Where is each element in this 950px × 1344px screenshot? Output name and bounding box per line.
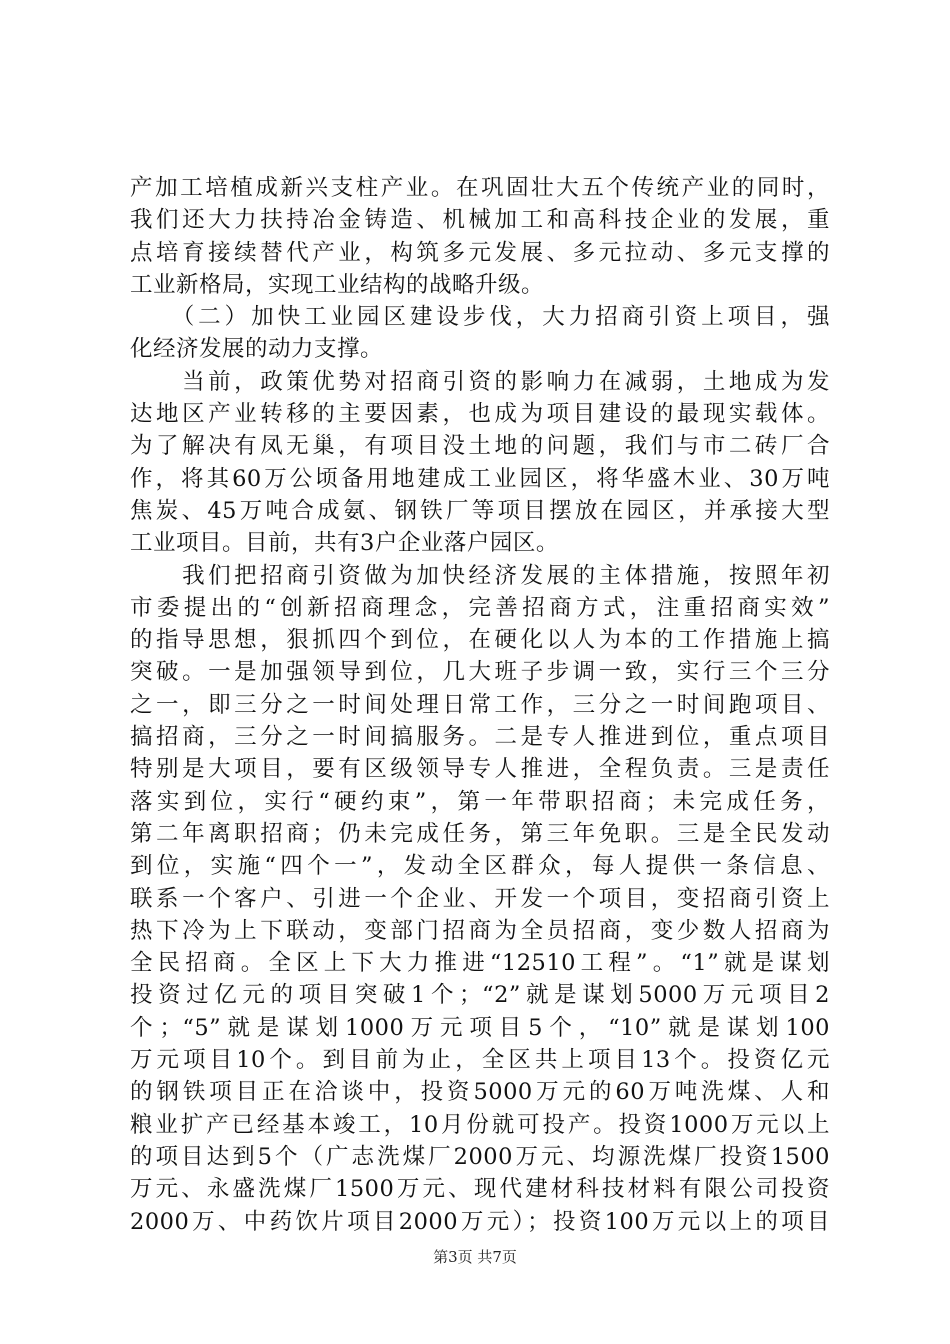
text-line: 工业新格局，实现工业结构的战略升级。 (130, 271, 545, 298)
page-footer: 第3页 共7页 (433, 1248, 517, 1266)
text-line: 粮业扩产已经基本竣工，10月份就可投产。投资1000万元以上 (130, 1111, 830, 1138)
text-line: 化经济发展的动力支撑。 (130, 336, 384, 363)
text-line: 作，将其60万公顷备用地建成工业园区，将华盛木业、30万吨 (130, 465, 830, 492)
text-line: 投资过亿元的项目突破1个；“2”就是谋划5000万元项目2 (130, 982, 830, 1009)
text-line: 万元、永盛洗煤厂1500万元、现代建材科技材料有限公司投资 (130, 1176, 830, 1203)
text-line: 我们还大力扶持冶金铸造、机械加工和高科技企业的发展，重 (130, 207, 830, 234)
text-line: 市委提出的“创新招商理念，完善招商方式，注重招商实效” (130, 594, 830, 621)
text-line: 个；“5”就是谋划1000万元项目5个，“10”就是谋划100 (130, 1014, 830, 1041)
text-line: 焦炭、45万吨合成氨、钢铁厂等项目摆放在园区，并承接大型 (130, 497, 830, 524)
body-text (130, 172, 830, 1238)
text-line: 热下冷为上下联动，变部门招商为全员招商，变少数人招商为 (130, 917, 830, 944)
text-line: 我们把招商引资做为加快经济发展的主体措施，按照年初 (130, 562, 830, 589)
text-line: 的钢铁项目正在洽谈中，投资5000万元的60万吨洗煤、人和 (130, 1079, 830, 1106)
text-line: 搞招商，三分之一时间搞服务。二是专人推进到位，重点项目 (130, 724, 830, 751)
text-line: 为了解决有凤无巢，有项目没土地的问题，我们与市二砖厂合 (130, 433, 830, 460)
text-line: 产加工培植成新兴支柱产业。在巩固壮大五个传统产业的同时， (130, 175, 830, 201)
text-line: 特别是大项目，要有区级领导专人推进，全程负责。三是责任 (130, 756, 830, 783)
text-line: 突破。一是加强领导到位，几大班子步调一致，实行三个三分 (130, 659, 830, 686)
text-line: 达地区产业转移的主要因素，也成为项目建设的最现实载体。 (130, 401, 830, 428)
text-line: 工业项目。目前，共有3户企业落户园区。 (130, 530, 559, 557)
text-line: 点培育接续替代产业，构筑多元发展、多元拉动、多元支撑的 (130, 239, 830, 266)
text-line: 第二年离职招商；仍未完成任务，第三年免职。三是全民发动 (130, 820, 830, 847)
text-line: 全民招商。全区上下大力推进“12510工程”。“1”就是谋划 (130, 950, 830, 977)
text-line: （二）加快工业园区建设步伐，大力招商引资上项目，强 (130, 304, 830, 331)
text-line: 到位，实施“四个一”，发动全区群众，每人提供一条信息、 (130, 853, 830, 880)
text-line: 的项目达到5个（广志洗煤厂2000万元、均源洗煤厂投资1500 (130, 1143, 830, 1170)
text-line: 的指导思想，狠抓四个到位，在硬化以人为本的工作措施上搞 (130, 627, 830, 654)
text-line: 当前，政策优势对招商引资的影响力在减弱，土地成为发 (130, 368, 830, 395)
text-line: 万元项目10个。到目前为止，全区共上项目13个。投资亿元 (130, 1047, 830, 1074)
text-line: 2000万、中药饮片项目2000万元）；投资100万元以上的项目 (130, 1208, 830, 1235)
text-line: 联系一个客户、引进一个企业、开发一个项目，变招商引资上 (130, 885, 830, 912)
text-line: 之一，即三分之一时间处理日常工作，三分之一时间跑项目、 (130, 691, 830, 718)
text-line: 落实到位，实行“硬约束”，第一年带职招商；未完成任务， (130, 788, 830, 815)
